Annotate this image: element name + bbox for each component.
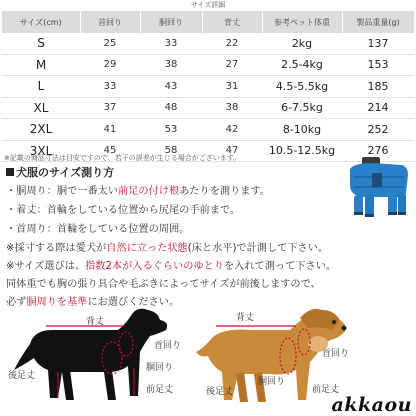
guide-line-neck: ・首周り：首輪をしている位置の周囲。 [6,224,190,235]
cell-size: L [2,76,80,98]
cell-chest: 33 [140,33,202,54]
cell-chest: 48 [140,97,202,119]
cell-size: M [2,54,80,76]
guide-title [6,164,114,180]
guide-line-variation: 同体重でも胸の張り具合や毛ぶきによってサイズが前後しますので、 [6,279,321,290]
cell-size: XL [2,97,80,119]
cell-neck: 33 [80,76,140,98]
table-row [2,119,414,141]
label-front-leg-photo: 前足丈 [312,385,340,395]
cell-size: S [2,33,80,54]
guide-text: あたりを測ります。 [179,186,271,197]
cell-neck: 41 [80,119,140,141]
cell-neck: 45 [80,140,140,162]
label-chest-photo: 胴回り [258,377,286,387]
label-back-length-photo: 背丈 [236,313,255,323]
cell-pet-weight: 2kg [262,33,342,54]
guide-text: ※採寸する際は愛犬が [6,243,107,254]
cell-product-weight: 137 [342,33,414,54]
cell-product-weight: 276 [342,140,414,162]
cell-back: 47 [202,140,262,162]
guide-line-chest [6,182,270,197]
label-chest: 胴回り [146,363,174,373]
guide-text: ※サイズ選びは、 [6,261,86,272]
guide-text: 必ず [6,297,27,308]
label-hind-leg: 後足丈 [8,371,36,381]
table-title: サイズ詳細 [190,1,226,9]
measurement-note: ※記載の商品寸法は目安ですので、若干の誤差が生じる場合がございます。 [4,154,241,162]
cell-product-weight: 153 [342,54,414,76]
header-back: 背丈 [202,11,262,33]
guide-highlight: 前足の付け根 [118,186,180,197]
cell-size: 3XL [2,140,80,162]
cell-product-weight: 214 [342,97,414,119]
guide-highlight: 胴周りを基準 [26,297,88,308]
cell-product-weight: 252 [342,119,414,141]
table-row [2,97,414,119]
cell-neck: 37 [80,97,140,119]
cell-pet-weight: 2.5-4kg [262,54,342,76]
cell-back: 42 [202,119,262,141]
cell-back: 38 [202,97,262,119]
cell-pet-weight: 6-7.5kg [262,97,342,119]
size-table [2,11,415,162]
cell-neck: 29 [80,54,140,76]
label-back-length: 背丈 [86,317,105,327]
guide-text: (床と水平)で計測して下さい。 [187,243,329,254]
label-neck-photo: 首回り [322,349,350,359]
header-product-weight: 製品重量(g) [342,11,414,33]
cell-back: 27 [202,54,262,76]
header-chest: 胴回り [140,11,202,33]
table-row [2,33,414,54]
cell-size: 2XL [2,119,80,141]
cell-chest: 58 [140,140,202,162]
cell-pet-weight: 4.5-5.5kg [262,76,342,98]
dog-coat-illustration [342,155,412,225]
cell-neck: 25 [80,33,140,54]
header-neck: 首回り [80,11,140,33]
guide-highlight: 自然に立った状態 [106,243,188,254]
label-front-leg: 前足丈 [146,385,174,395]
cell-chest: 43 [140,76,202,98]
cell-chest: 53 [140,119,202,141]
guide-highlight: 指数2本が入るぐらいのゆとり [85,261,224,272]
guide-text: ・胴周り：胴で一番太い [6,186,119,197]
cell-back: 22 [202,33,262,54]
header-size: サイズ(cm) [2,11,80,33]
table-header-row [2,11,414,33]
guide-text: にお選びください。 [87,297,180,308]
square-bullet-icon [6,168,14,176]
cell-back: 31 [202,76,262,98]
table-row [2,54,414,76]
label-hind-leg-photo: 後足丈 [206,387,234,397]
cell-chest: 38 [140,54,202,76]
brand-watermark: akkaou [331,394,412,416]
table-row [2,76,414,98]
cell-product-weight: 185 [342,76,414,98]
guide-line-posture [6,239,328,254]
cell-pet-weight: 8-10kg [262,119,342,141]
guide-line-allowance [6,257,336,272]
guide-line-length: ・着丈：首輪をしている位置から尻尾の手前まで。 [6,205,241,216]
guide-title-text: 犬服のサイズ測り方 [16,166,115,179]
header-pet-weight: 参考ペット体重 [262,11,342,33]
guide-text: を入れて測って下さい。 [223,261,337,272]
cell-pet-weight: 10.5-12.5kg [262,140,342,162]
label-neck: 首回り [154,341,182,351]
